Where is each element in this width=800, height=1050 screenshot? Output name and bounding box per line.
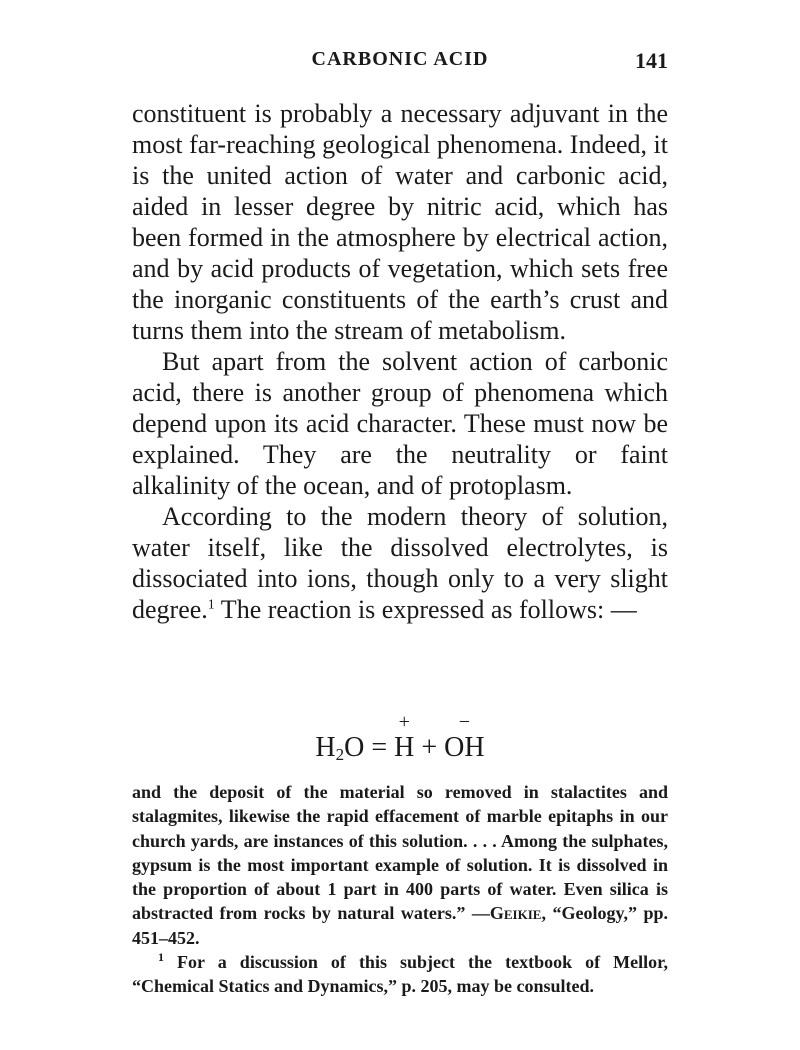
eq-hydroxyl-ion	[444, 711, 485, 764]
page-number: 141	[635, 48, 668, 73]
footnote-1-text: For a discussion of this subject the textbook of Mellor, “Chemical Statics and Dynamics,” p. 205, may be consulted.	[132, 952, 668, 997]
paragraph-3-text: According to the modern theory of solution, water itself, like the dissolved electrolytes, is dissociated into ions, though only to a very slight degree.	[132, 502, 668, 624]
paragraph-3-text-end: The reaction is expressed as follows: —	[214, 595, 637, 624]
eq-hydrogen-ion	[394, 711, 415, 764]
eq-minus-charge: −	[458, 711, 471, 733]
eq-hydroxyl-symbol: OH	[444, 732, 485, 763]
eq-hydrogen-ion-symbol: H	[394, 732, 415, 763]
footnote-author: Geikie	[489, 903, 542, 924]
water-dissociation-equation	[132, 712, 668, 764]
footnote-continued	[132, 780, 668, 950]
eq-oxygen-equals: O =	[344, 732, 395, 763]
paragraph-1: constituent is probably a necessary adjuvant in the most far-reaching geological phenomena. Indeed, it is the united action of water and carbonic acid, aided in lesser degree by nitric acid, which has been formed in the atmosphere by electrical action, and by acid products of vegetation, which sets free the inorganic constituents of the earth’s crust and turns them into the stream of metabolism.	[132, 99, 668, 345]
paragraph-2: But apart from the solvent action of carbonic acid, there is another group of phenomena which depend upon its acid character. These must now be explained. They are the neutrality or faint alkalinity of the ocean, and of protoplasm.	[132, 347, 668, 500]
footnote-continued-text: and the deposit of the material so removed in stalactites and stalagmites, likewise the rapid effacement of marble epitaphs in our church yards, are instances of this solution. . . . Among the sulphates, gypsum is the most important example of solution. It is dissolved in the proportion of about 1 part in 400 parts of water. Even silica is abstracted from rocks by natural waters.” —	[132, 782, 668, 924]
running-head	[132, 48, 668, 78]
eq-plus-charge: +	[398, 711, 410, 733]
footnote-1	[132, 950, 668, 999]
footnote-marker: 1	[207, 597, 215, 613]
eq-hydrogen: H	[315, 732, 336, 763]
footnotes	[132, 780, 668, 999]
footnote-1-marker: 1	[158, 950, 164, 965]
paragraph-3	[132, 501, 668, 625]
eq-plus-sign: +	[414, 732, 445, 763]
running-title: CARBONIC ACID	[311, 48, 489, 70]
body-text	[132, 98, 668, 625]
footnote-citation: , “Geology,” pp. 451–452.	[132, 903, 668, 948]
eq-subscript-2: 2	[335, 745, 345, 764]
